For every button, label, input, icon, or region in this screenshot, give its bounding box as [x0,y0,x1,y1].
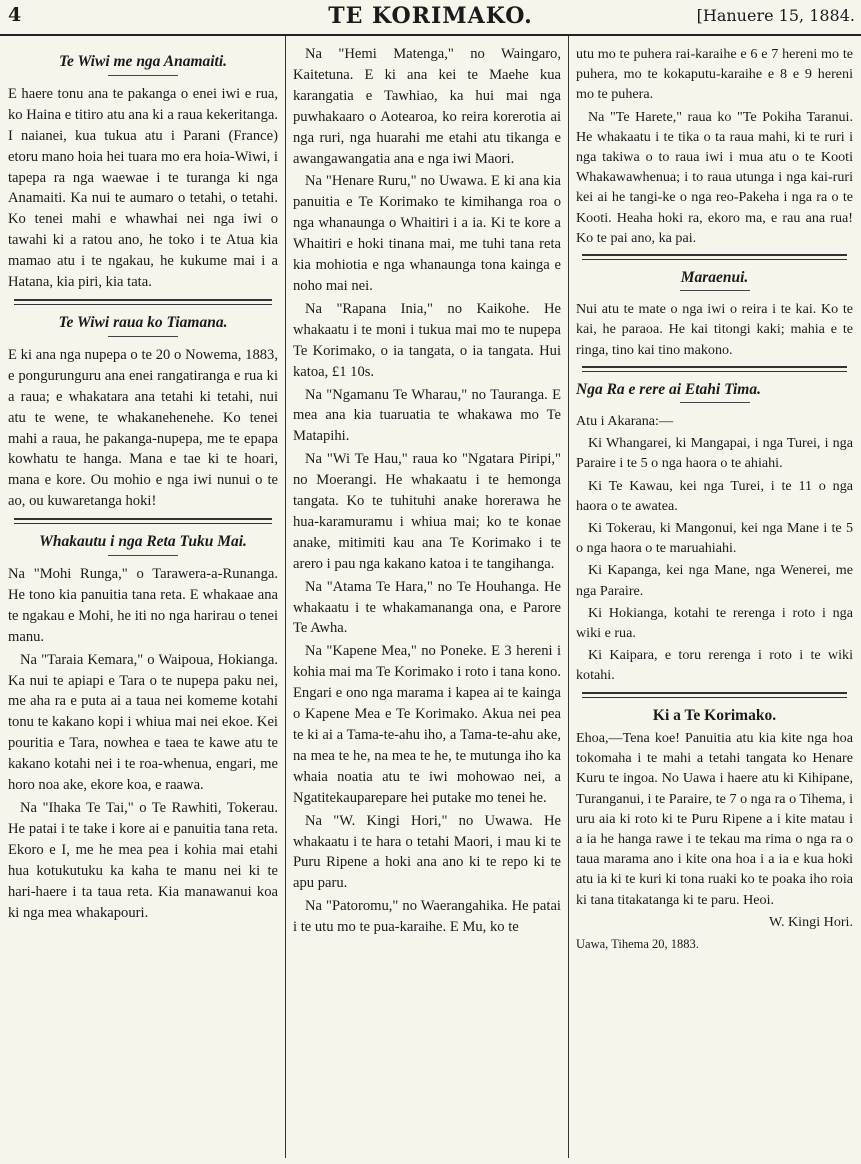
article-separator [582,692,847,698]
column-1 [8,44,278,1158]
reply-paragraph: Na "Atama Te Hara," no Te Houhanga. He whakaatu i te whakamananga ona, e Parore Te Awha. [293,578,561,637]
issue-date: [Hanuere 15, 1884. [696,6,855,25]
heading-rule [108,555,178,556]
article-separator [582,254,847,260]
reply-paragraph: Na "Taraia Kemara," o Waipoua, Hokianga. Ka nui te apiapi e Tara o te nupepa paku nei, me aha ra e puta ai a taua nei komeme kotahi tonu te kakano kopi i whiua mai nei ekoe. Kei pouritia e Tara, nowhea e taea te kawe atu te kakano kotahi nei i te roa-whenua, engari, me horo noa ake, ekore koa, e raawa. [8,651,278,794]
reply-paragraph: Na "Ngamanu Te Wharau," no Tauranga. E mea ana kia tuaruatia te whakawa mo Te Matapihi. [293,386,561,445]
article-separator [14,299,272,305]
reply-paragraph: Na "W. Kingi Hori," no Uwawa. He whakaatu i te hara o tetahi Maori, i mau ki te Puru Ripene a hoki ana ano ki te repo ki te apu paru. [293,812,561,892]
column-2 [293,44,561,1158]
letter-body: Ehoa,—Tena koe! Panuitia atu kia kite nga hoa tokomaha i te mahi a tetahi tangata ko Henare Kuru te ingoa. No Uawa i haere atu ki Kihipane, Turanganui, i te Paraire, te 7 o nga ra o Tihema, i uru aia ki roto ki te Puru Ripene a i kite matau i a ia he hanga rawe i te tekau ma rima o nga ra o taua marama ano i kite ona hoa i a ia e kua hoki atu ia ki te kuri ki tona ruaki ko te poaka iho roia ki tana titakatanga ki te paru. Heoi. [576,729,853,908]
masthead [0,0,861,36]
reply-paragraph: Na "Rapana Inia," no Kaikohe. He whakaatu i te moni i tukua mai mo te nupepa Te Korimako, o ia tangata, o ia tangata. Hui katoa, £1 10s. [293,300,561,380]
article-heading: Te Wiwi raua ko Tiamana. [58,313,228,331]
schedule-item: Ki Whangarei, ki Mangapai, i nga Turei, i nga Paraire i te 5 o nga haora o te ahiahi. [576,435,853,472]
letter-dateline: Uawa, Tihema 20, 1883. [576,936,699,951]
schedule-item: Ki Hokianga, kotahi te rerenga i roto i nga wiki e rua. [576,604,853,642]
article-heading: Maraenui. [680,269,749,287]
article-body: Nui atu te mate o nga iwi o reira i te kai. Ko te kai, he paraoa. He kai titongi kaki; mahia e te ringa, tino kai tino makono. [576,301,853,358]
article-body: E haere tonu ana te pakanga o enei iwi e rua, ko Haina e titiro atu ana ki a raua kekeritanga. I naianei, kua tukua atu i Parani (France) etoru mano hoia hei tuara mo era hoia-Wiwi, i tapepa ra nga waewae i te turanga ki nga Anamaiti. Ka nui te aumaro o tetahi, o tetahi. Ko tenei mahi e whawhai nei nga iwi o tawahi ki a ratou ano, he toko i te Atua kia mamao atu i te ngakau, he kukume mai i a Hatana, kia piri, kia tata. [8,85,278,291]
schedule-item: Ki Kapanga, kei nga Mane, nga Wenerei, me nga Paraire. [576,562,853,599]
heading-rule [108,336,178,337]
article-heading: Whakautu i nga Reta Tuku Mai. [39,533,247,551]
schedule-intro: Atu i Akarana:— [576,413,674,430]
column-rule [285,36,286,1158]
newspaper-title: TE KORIMAKO. [328,3,533,29]
schedule-item: Ki Kaipara, e toru rerenga i roto i te wiki kotahi. [576,647,853,684]
letter-signer: W. Kingi Hori. [768,913,853,930]
article-heading: Te Wiwi me nga Anamaiti. [58,53,228,70]
column-3 [576,44,853,1158]
reply-paragraph: Na "Patoromu," no Waerangahika. He patai i te utu mo te pua-karaihe. E Mu, ko te [293,898,561,936]
article-separator [582,366,847,372]
reply-paragraph: Na "Henare Ruru," no Uwawa. E ki ana kia panuitia e Te Korimako te kimihanga roa o nga whanaunga o Whaitiri i a ia. Ki te kore a Whaitiri e hoki tinana mai, me tuhi tana reta kia mohiotia e nga whanaunga tona kainga e noho mai nei. [293,173,561,294]
reply-paragraph: Na "Mohi Runga," o Tarawera-a-Runanga. He tono kia panuitia tana reta. E whakaae ana te ngakau e Mohi, he iti no nga harirau o tenei manu. [8,566,278,645]
continued-paragraph: utu mo te puhera rai-karaihe e 6 e 7 hereni mo te puhera, mo te kokaputu-karaihe e 8 e 9 hereni mo te puhera. [576,46,853,103]
article-heading: Ki a Te Korimako. [652,706,777,724]
article-separator [14,518,272,524]
reply-paragraph: Na "Te Harete," raua ko "Te Pokiha Taranui. He whakaatu i te tika o ta raua mahi, ki te ruri i nga takiwa o to raua iwi i mua atu o te Kooti Whakawawhenua; i to raua utunga i nga kai-ruri kei ai he tangi-ke o nga reo-Pakeha i nga ra o te Kooti. Heaha hoki ra, ekoro ma, e rau ana rua! Ko te pai ano, ka pai. [576,108,853,246]
page-number: 4 [8,4,22,26]
heading-rule [680,290,750,291]
column-rule [568,36,569,1158]
heading-rule [108,75,178,76]
reply-paragraph: Na "Kapene Mea," no Poneke. E 3 hereni i kohia mai ma Te Korimako i roto i tana kono. Engari e ono nga marama i kapea ai te kainga o Kapene Mea e Te Korimako. Akua nei pea te ki ai a Tama-te-ahu iho, a Tama-te-ahu ake, na mea te he, na mea te he, te mutunga iho ka whaia noatia atu te iwi mohowao nei, a Ngatitekauparepare hei putake mo tenei he. [293,643,561,806]
schedule-item: Ki Tokerau, ki Mangonui, kei nga Mane i te 5 o nga haora o te maruahiahi. [576,520,853,557]
reply-paragraph: Na "Wi Te Hau," raua ko "Ngatara Piripi," no Moerangi. He whakaatu i te hemonga tangata. Ko te tuhituhi anake horerawa he hua-karamuramu i whiua mai; ko te konae anake, mitimiti kau ana Te Korimako i te arero i pau nga kakano katoa i te tangihanga. [293,451,561,572]
article-body: E ki ana nga nupepa o te 20 o Nowema, 1883, e pongurunguru ana enei rangatiranga e rua ki a raua; e whakatara ana tetahi ki tetahi, nui atu te wene, te whakanehenehe. Ko tenei mahi a raua, he pakanga-nupepa, me te epapa kowhatu te hanga. Mana e tae ki te hoari, mana e kore. Ou mohio e nga iwi nunui o te ao, ou kuwaretanga hoki! [8,346,278,510]
article-heading: Nga Ra e rere ai Etahi Tima. [576,380,761,398]
reply-paragraph: Na "Ihaka Te Tai," o Te Rawhiti, Tokerau. He patai i te take i kore ai e panuitia tana reta. Ekoro e I, me he mea pea i kohia mai etahi hua kotukutuku ka kaha te manu nei ki te hari-haere i ta taua reta. Kia manawanui koa ki nga mea whakapouri. [8,800,278,921]
heading-rule [680,402,750,403]
reply-paragraph: Na "Hemi Matenga," no Waingaro, Kaitetuna. E ki ana kei te Maehe kua karangatia e Tawhiao, ka hui mai nga puwhakaaro o Aotearoa, ko reira korerotia ai nga ruri, nga huarahi me etahi atu tikanga e awangawangatia ana e nga iwi Maori. [293,46,561,167]
schedule-item: Ki Te Kawau, kei nga Turei, i te 11 o nga haora o te awatea. [576,477,853,514]
